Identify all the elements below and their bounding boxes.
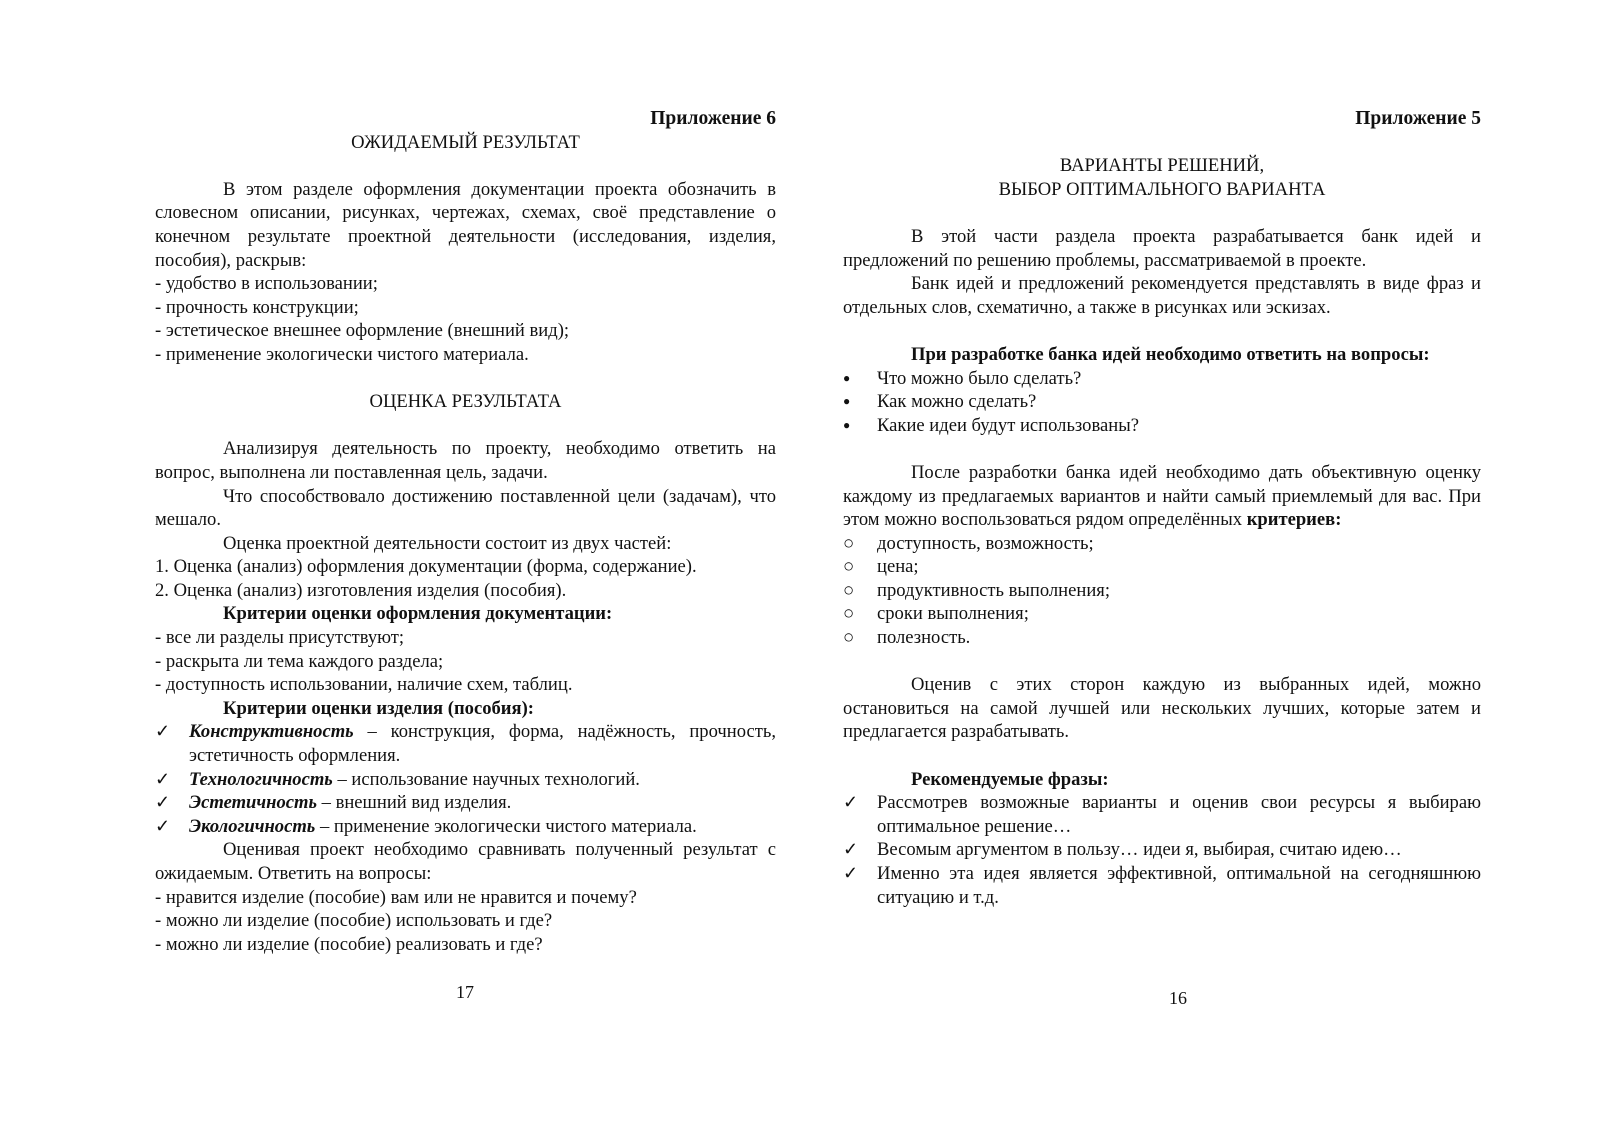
term-description: – внешний вид изделия. — [316, 792, 512, 814]
list-item: - применение экологически чистого материала. — [155, 343, 529, 365]
paragraph: Оценивая проект необходимо сравнивать полученный результат с ожидаемым. Ответить на вопросы: — [155, 839, 776, 884]
list-item: 2. Оценка (анализ) изготовления изделия (пособия). — [155, 579, 567, 601]
bullet-item: ● Как можно сделать? — [843, 391, 1037, 413]
term: Технологичность — [189, 768, 333, 790]
check-icon: ✓ — [843, 863, 859, 883]
list-item: - можно ли изделие (пособие) реализовать и где? — [155, 933, 543, 955]
paragraph: Оценка проектной деятельности состоит из двух частей: — [223, 532, 672, 554]
subheading: При разработке банка идей необходимо ответить на вопросы: — [911, 343, 1430, 365]
bullet-item: ● Что можно было сделать? — [843, 367, 1082, 389]
paragraph: После разработки банка идей необходимо дать объективную оценку каждому из предлагаемых вариантов и найти самый приемлемый для вас. При этом можно воспользоваться рядом определённых критериев: — [843, 461, 1481, 531]
circle-item: ○ доступность, возможность; — [843, 532, 1094, 554]
circle-icon: ○ — [843, 627, 855, 649]
heading-evaluation: ОЦЕНКА РЕЗУЛЬТАТА — [369, 391, 562, 413]
circle-icon: ○ — [843, 603, 855, 625]
list-item: - удобство в использовании; — [155, 273, 378, 295]
check-item — [155, 815, 776, 839]
check-item — [155, 720, 776, 767]
circle-icon: ○ — [843, 579, 855, 601]
paragraph: Что способствовало достижению поставленной цели (задачам), что мешало. — [155, 485, 776, 531]
subheading: Критерии оценки оформления документации: — [223, 603, 613, 625]
term-description: – конструкция, форма, надёжность, прочность, эстетичность оформления. — [189, 721, 776, 767]
check-item: ✓ Именно эта идея является эффективной, оптимальной на сегодняшнюю ситуацию и т.д. — [843, 863, 1481, 908]
circle-icon: ○ — [843, 556, 855, 578]
right-page — [843, 107, 1481, 909]
heading-expected-result: ОЖИДАЕМЫЙ РЕЗУЛЬТАТ — [351, 131, 580, 153]
appendix-label: Приложение 6 — [650, 108, 776, 129]
check-icon: ✓ — [155, 792, 171, 813]
list-item: - прочность конструкции; — [155, 296, 359, 318]
term-description: – использование научных технологий. — [332, 768, 640, 790]
circle-item: ○ продуктивность выполнения; — [843, 579, 1111, 601]
circle-item: ○ сроки выполнения; — [843, 603, 1029, 625]
bullet-icon: ● — [843, 417, 851, 432]
list-item: - можно ли изделие (пособие) использовать и где? — [155, 910, 553, 932]
paragraph: Банк идей и предложений рекомендуется представлять в виде фраз и отдельных слов, схематично, а также в рисунках или эскизах. — [843, 273, 1481, 318]
list-item: - эстетическое внешнее оформление (внешний вид); — [155, 320, 570, 342]
term: Конструктивность — [189, 721, 354, 743]
bullet-icon: ● — [843, 370, 851, 385]
check-icon: ✓ — [155, 768, 171, 789]
page-number: 17 — [456, 982, 474, 1002]
circle-icon: ○ — [843, 532, 855, 554]
paragraph: В этой части раздела проекта разрабатывается банк идей и предложений по решению проблемы, рассматриваемой в проекте. — [843, 225, 1481, 271]
check-icon: ✓ — [155, 815, 171, 836]
term: Экологичность — [189, 815, 316, 837]
check-icon: ✓ — [843, 839, 859, 860]
check-icon: ✓ — [843, 792, 859, 813]
heading-line: ВАРИАНТЫ РЕШЕНИЙ, — [1059, 155, 1265, 177]
appendix-label: Приложение 5 — [1355, 108, 1481, 129]
bullet-icon: ● — [843, 394, 851, 409]
list-item: - нравится изделие (пособие) вам или не нравится и почему? — [155, 886, 637, 908]
heading-line: ВЫБОР ОПТИМАЛЬНОГО ВАРИАНТА — [998, 178, 1326, 200]
left-page — [155, 107, 776, 956]
paragraph: В этом разделе оформления документации проекта обозначить в словесном описании, рисунках, чертежах, схемах, своё представление о конечном результате проектной деятельности (исследования, изделия, пособия), раскрыв: — [155, 178, 776, 271]
term: Эстетичность — [189, 792, 317, 814]
list-item: - раскрыта ли тема каждого раздела; — [155, 650, 444, 672]
paragraph: Анализируя деятельность по проекту, необходимо ответить на вопрос, выполнена ли поставленная цель, задачи. — [155, 438, 776, 483]
circle-item: ○ полезность. — [843, 627, 971, 649]
list-item: 1. Оценка (анализ) оформления документации (форма, содержание). — [155, 556, 697, 578]
check-item — [155, 791, 776, 815]
subheading: Критерии оценки изделия (пособия): — [223, 697, 534, 719]
page-number: 16 — [1169, 988, 1187, 1008]
circle-item: ○ цена; — [843, 556, 919, 578]
check-item: ✓ Рассмотрев возможные варианты и оценив свои ресурсы я выбираю оптимальное решение… — [843, 792, 1481, 837]
list-item: - доступность использовании, наличие схем, таблиц. — [155, 674, 573, 696]
list-item: - все ли разделы присутствуют; — [155, 627, 405, 649]
subheading: Рекомендуемые фразы: — [911, 768, 1109, 790]
check-item: ✓ Весомым аргументом в пользу… идеи я, выбирая, считаю идею… — [843, 839, 1402, 861]
check-item — [155, 768, 776, 792]
term-description: – применение экологически чистого материала. — [315, 815, 697, 837]
paragraph: Оценив с этих сторон каждую из выбранных идей, можно остановиться на самой лучшей или нескольких лучших, которые затем и предлагается разрабатывать. — [843, 674, 1481, 743]
bullet-item: ● Какие идеи будут использованы? — [843, 414, 1139, 436]
check-icon: ✓ — [155, 721, 171, 742]
